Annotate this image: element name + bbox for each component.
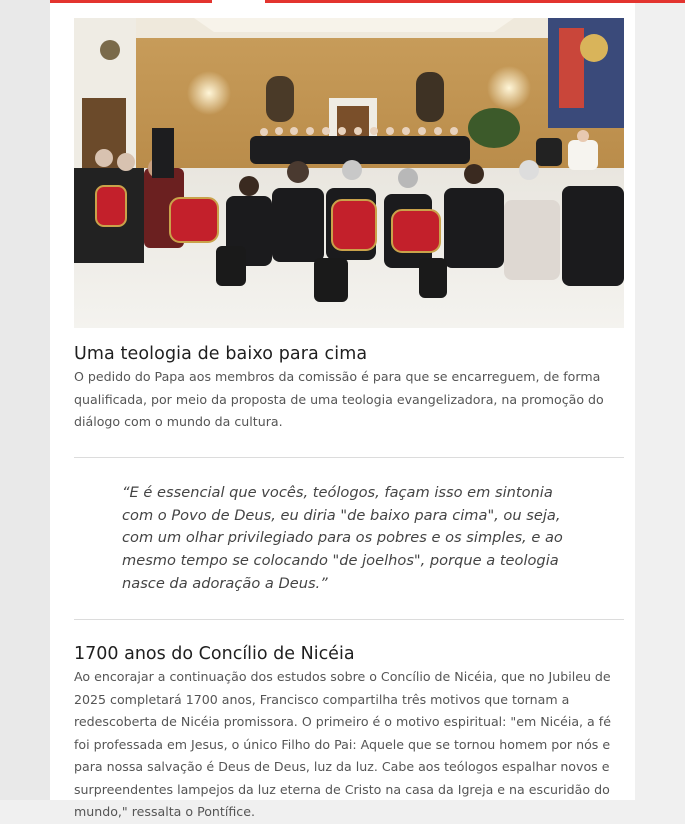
divider [74,457,624,458]
section-paragraph: Ao encorajar a continuação dos estudos sobre o Concílio de Nicéia, que no Jubileu de 2025 completará 1700 anos, Francisco compartilha três motivos que tornam a redescoberta de Nicéia promissora. O primeiro é o motivo espiritual: "em Nicéia, a fé foi professada em Jesus, o único Filho do Pai: Aquele que se tornou homem por nós e para nossa salvação é Deus de Deus, luz da luz. Cabe aos teólogos espalhar novos e surpreendentes lampejos da luz eterna de Cristo na casa da Igreja e na escuridão do mundo," ressalta o Pontífice. [74,669,611,819]
pull-quote: “E é essencial que vocês, teólogos, façam isso em sintonia com o Povo de Deus, eu diria "de baixo para cima", ou seja, com um olhar privilegiado para os pobres e os simples, e ao mesmo tempo se colocando "de joelhos", porque a teologia nasce da adoração a Deus.” [122,484,563,592]
page-left-margin [0,0,50,800]
article-photo[interactable] [74,18,624,328]
top-accent-bar [265,0,685,3]
article-content [50,0,635,819]
top-accent-bar [50,0,212,3]
section-title: Uma teologia de baixo para cima [74,344,368,364]
section-paragraph: O pedido do Papa aos membros da comissão é para que se encarreguem, de forma qualificada, por meio da proposta de uma teologia evangelizadora, na promoção do diálogo com o mundo da cultura. [74,369,604,429]
section-title: 1700 anos do Concílio de Nicéia [74,644,355,664]
divider [74,619,624,620]
